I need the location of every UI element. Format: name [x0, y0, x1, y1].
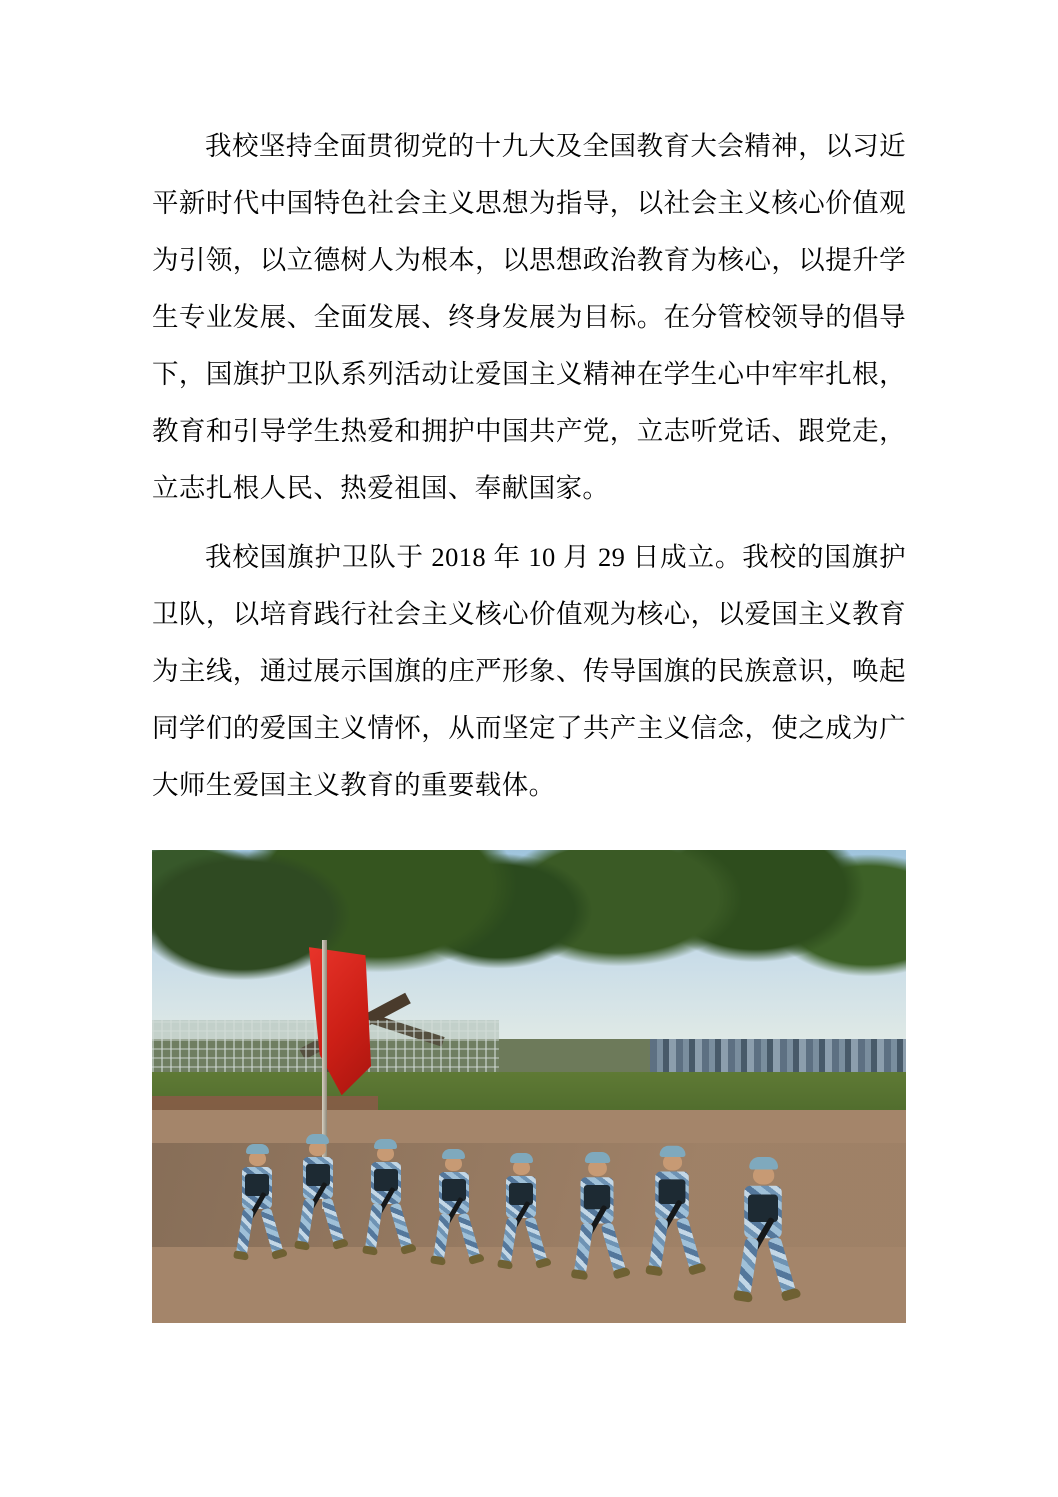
guard-legs: [656, 1219, 687, 1273]
guard-torso: [744, 1186, 782, 1239]
guard-cap: [748, 1157, 777, 1170]
guard-head: [249, 1151, 266, 1166]
guard-legs: [581, 1223, 612, 1276]
guard-torso: [439, 1172, 469, 1214]
honor-guard-member: [506, 1160, 536, 1266]
honor-guard-member: [439, 1156, 469, 1262]
paragraph-1: 我校坚持全面贯彻党的十九大及全国教育大会精神，以习近平新时代中国特色社会主义思想为指导，以社会主义核心价值观为引领，以立德树人为根本，以思想政治教育为核心，以提升学生专业发展、全面发展、终身发展为目标。在分管校领导的倡导下，国旗护卫队系列活动让爱国主义精神在学生心中牢牢扎根，教育和引导学生热爱和拥护中国共产党，立志听党话、跟党走，立志扎根人民、热爱祖国、奉献国家。: [152, 131, 906, 503]
guard-vest: [245, 1174, 269, 1196]
honor-guard-member: [655, 1154, 689, 1273]
guard-legs: [304, 1199, 332, 1247]
guard-torso: [655, 1172, 689, 1219]
honor-guard-member: [580, 1160, 613, 1277]
guard-head: [445, 1156, 462, 1171]
document-body: [152, 118, 906, 1323]
guard-cap: [584, 1152, 609, 1163]
guard-cap: [306, 1134, 329, 1144]
guard-head: [752, 1166, 773, 1185]
guard-cap: [246, 1144, 269, 1154]
guard-torso: [580, 1177, 613, 1223]
guard-cap: [510, 1153, 533, 1163]
guard-head: [309, 1141, 326, 1156]
guard-legs: [372, 1204, 400, 1252]
guard-head: [587, 1160, 606, 1177]
paragraph-2: 我校国旗护卫队于 2018 年 10 月 29 日成立。我校的国旗护卫队，以培育践行社会主义核心价值观为核心，以爱国主义教育为主线，通过展示国旗的庄严形象、传导国旗的民族意识，唤起同学们的爱国主义情怀，从而坚定了共产主义信念，使之成为广大师生爱国主义教育的重要载体。: [152, 542, 906, 800]
figure-block: [152, 850, 906, 1323]
guard-torso: [371, 1162, 401, 1204]
guard-head: [663, 1154, 682, 1171]
guard-head: [377, 1146, 394, 1161]
honor-guard-member: [371, 1146, 401, 1252]
honor-guard-photo: [152, 850, 906, 1323]
guard-legs: [243, 1209, 271, 1257]
guard-cap: [374, 1139, 397, 1149]
guard-cap: [659, 1146, 685, 1157]
guard-torso: [303, 1157, 333, 1199]
honor-guard-member: [303, 1141, 333, 1247]
honor-guard-member: [242, 1151, 272, 1257]
guard-head: [513, 1160, 530, 1175]
guard-torso: [506, 1176, 536, 1218]
guard-legs: [745, 1238, 780, 1298]
guard-cap: [442, 1149, 465, 1159]
guard-legs: [440, 1214, 468, 1262]
guard-boot: [430, 1255, 446, 1265]
guard-legs: [507, 1218, 535, 1266]
guard-vest: [442, 1179, 466, 1201]
guard-torso: [242, 1167, 272, 1209]
guard-boot: [234, 1250, 250, 1260]
honor-guard-member: [744, 1166, 782, 1299]
